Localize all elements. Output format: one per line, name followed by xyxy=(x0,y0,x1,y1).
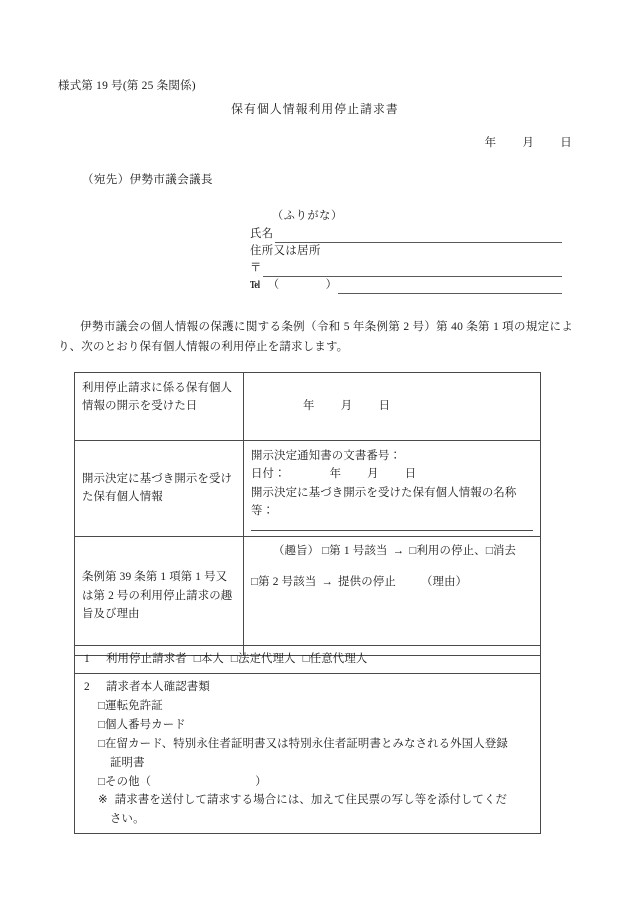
header-date-month: 月 xyxy=(522,137,535,149)
note-line-2: さい。 xyxy=(110,813,145,826)
item-2-cell[interactable] xyxy=(75,673,541,833)
name-input-rule[interactable] xyxy=(275,228,562,243)
header-date-day: 日 xyxy=(560,137,572,149)
intro-paragraph xyxy=(58,318,573,358)
note-mark-icon: ※ xyxy=(98,794,108,807)
table-row xyxy=(75,373,541,441)
row1-date-day: 日 xyxy=(378,400,391,413)
row1-date-month: 月 xyxy=(340,400,353,413)
reason-heading: （理由） xyxy=(421,576,468,589)
note-text-1: 請求書を送付して請求する場合には、加えて住民票の写し等を添付してくだ xyxy=(114,794,508,807)
checkbox-requester-voluntary-agent[interactable]: □ xyxy=(302,653,310,665)
checkbox-residence-card[interactable]: □ xyxy=(98,737,106,750)
note-line-1 xyxy=(84,791,532,810)
row2-value[interactable] xyxy=(244,441,541,537)
intro-text: 伊勢市議会の個人情報の保護に関する条例（令和 5 年条例第 2 号）第 40 条第 1 項の規定により、次のとおり保有個人情報の利用停止を請求します。 xyxy=(58,321,573,353)
option-1-label: 第 1 号該当 xyxy=(329,544,388,557)
row2-write-in-rule[interactable] xyxy=(251,530,533,531)
row2-date-day: 日 xyxy=(404,468,417,481)
item-1-number: 1 xyxy=(84,653,90,665)
requester-legal-agent-label: 法定代理人 xyxy=(237,653,296,665)
row2-label: 開示決定に基づき開示を受けた保有個人情報 xyxy=(75,441,244,537)
purpose-heading: （趣旨） xyxy=(273,544,320,557)
tel-field-row xyxy=(250,277,562,294)
name-label: 氏名 xyxy=(250,227,274,240)
other-label: その他（ xyxy=(105,775,152,788)
checkbox-option-2[interactable]: □ xyxy=(251,576,259,589)
item-1-label: 利用停止請求者 xyxy=(106,653,187,665)
row3-label: 条例第 39 条第 1 項第 1 号又は第 2 号の利用停止請求の趣旨及び理由 xyxy=(75,536,244,655)
item-2-number: 2 xyxy=(84,680,90,693)
arrow-icon: → xyxy=(321,576,334,589)
tel-input-rule[interactable] xyxy=(338,279,562,294)
checkbox-row-my-number-card[interactable] xyxy=(84,716,532,735)
row1-value[interactable] xyxy=(244,373,541,441)
row1-label: 利用停止請求に係る保有個人情報の開示を受けた日 xyxy=(75,373,244,441)
address-label: 住所又は居所 xyxy=(250,245,321,258)
drivers-license-label: 運転免許証 xyxy=(105,699,163,712)
checkbox-row-other[interactable] xyxy=(84,773,532,792)
applicant-block xyxy=(250,208,562,294)
form-number: 様式第 19 号(第 25 条関係) xyxy=(58,80,196,92)
postal-field-row xyxy=(250,260,562,277)
checkbox-row-drivers-license[interactable] xyxy=(84,697,532,716)
requester-voluntary-agent-label: 任意代理人 xyxy=(309,653,368,665)
header-date-year: 年 xyxy=(484,137,497,149)
option-2-label: 第 2 号該当 xyxy=(258,576,317,589)
row2-date-month: 月 xyxy=(367,468,379,481)
table-row xyxy=(75,646,541,674)
postal-symbol: 〒 xyxy=(250,261,262,274)
row1-date-year: 年 xyxy=(303,400,315,413)
item-2-heading xyxy=(84,681,210,693)
table-row xyxy=(75,441,541,537)
item-2-label: 請求者本人確認書類 xyxy=(106,680,210,693)
name-field-row xyxy=(250,226,562,243)
checkbox-option-1[interactable]: □ xyxy=(322,544,330,557)
checkbox-my-number-card[interactable]: □ xyxy=(98,718,106,731)
row2-date-line xyxy=(251,465,533,483)
checkbox-option-1-sub-1[interactable]: □ xyxy=(409,544,417,557)
option-1-row[interactable] xyxy=(322,545,516,557)
my-number-card-label: 個人番号カード xyxy=(105,718,186,731)
checkbox-other[interactable]: □ xyxy=(98,775,106,788)
checkbox-requester-legal-agent[interactable]: □ xyxy=(230,653,238,665)
bottom-table xyxy=(74,645,541,834)
option-2-result-label: 提供の停止 xyxy=(338,576,397,589)
option-1-sub-1-label: 利用の停止、 xyxy=(416,544,486,557)
tel-area-code-paren[interactable]: （ ） xyxy=(267,278,338,291)
row2-date-label: 日付： xyxy=(251,468,286,481)
checkbox-row-residence-card[interactable] xyxy=(84,735,532,754)
checkbox-requester-self[interactable]: □ xyxy=(193,653,201,665)
residence-card-label: 在留カード、特別永住者証明書又は特別永住者証明書とみなされる外国人登録 xyxy=(105,737,508,750)
addressee: （宛先）伊勢市議会議長 xyxy=(82,174,213,186)
option-spacer xyxy=(251,560,533,573)
checkbox-option-1-sub-2[interactable]: □ xyxy=(485,544,493,557)
tel-label: Tel xyxy=(250,279,260,291)
table-row xyxy=(75,536,541,655)
arrow-icon: → xyxy=(392,544,405,557)
address-input-rule[interactable] xyxy=(263,262,562,277)
item-1-cell[interactable] xyxy=(75,646,541,674)
row2-date-year: 年 xyxy=(329,468,342,481)
row2-doc-number-line: 開示決定通知書の文書番号： xyxy=(251,450,402,462)
requester-self-label: 本人 xyxy=(200,653,224,665)
document-title: 保有個人情報利用停止請求書 xyxy=(231,102,399,116)
row3-value[interactable] xyxy=(244,536,541,655)
residence-card-label-continued: 証明書 xyxy=(110,756,145,769)
furigana-label: （ふりがな） xyxy=(272,210,343,222)
option-1-sub-2-label: 消去 xyxy=(492,544,517,557)
table-row xyxy=(75,673,541,833)
header-date-line xyxy=(485,135,572,153)
option-2-row[interactable] xyxy=(251,576,396,588)
other-paren-close: ） xyxy=(255,775,267,788)
checkbox-drivers-license[interactable]: □ xyxy=(98,699,106,712)
row2-name-line: 開示決定に基づき開示を受けた保有個人情報の名称等： xyxy=(251,486,517,518)
main-table xyxy=(74,372,541,656)
